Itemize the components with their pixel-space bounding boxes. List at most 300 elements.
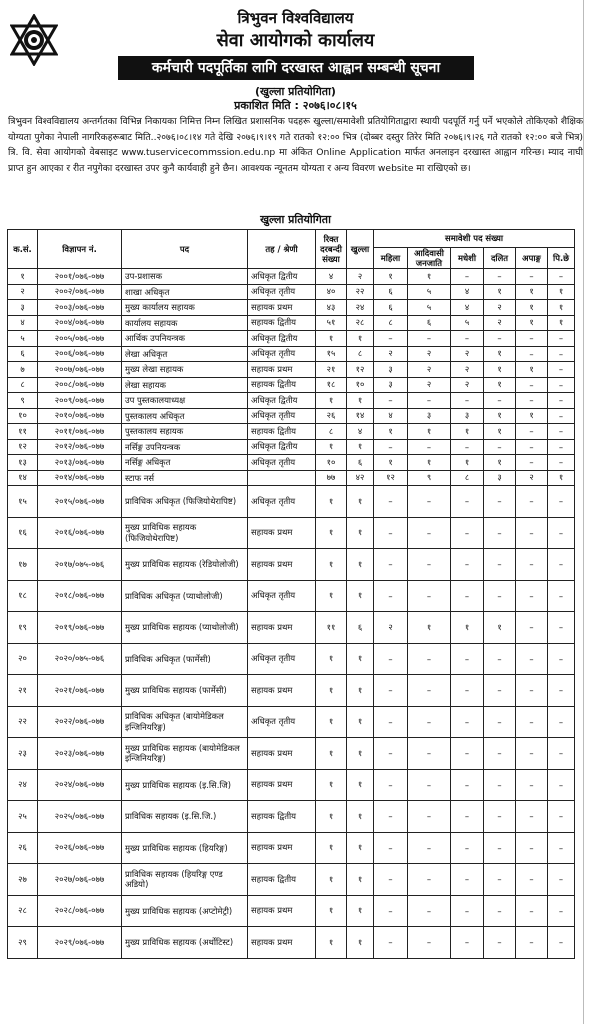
cell-sn: १५ xyxy=(8,486,38,518)
cell-backward: – xyxy=(548,439,575,455)
cell-level: सहायक द्वितीय xyxy=(248,377,316,393)
cell-disabled: – xyxy=(516,331,548,347)
cell-women: १२ xyxy=(374,470,408,486)
cell-madhesi: – xyxy=(451,331,484,347)
cell-janajati: – xyxy=(408,439,451,455)
cell-sn: २८ xyxy=(8,895,38,927)
cell-sn: २५ xyxy=(8,801,38,833)
cell-janajati: ३ xyxy=(408,408,451,424)
cell-janajati: २ xyxy=(408,362,451,378)
cell-sn: १७ xyxy=(8,549,38,581)
cell-ad-no: २०१९/०७६-०७७ xyxy=(38,612,122,644)
cell-backward: – xyxy=(548,424,575,440)
cell-women: १ xyxy=(374,455,408,471)
table-row xyxy=(8,439,575,455)
cell-open: १ xyxy=(347,675,374,707)
cell-madhesi: – xyxy=(451,486,484,518)
cell-ad-no: २०२८/०७६-०७७ xyxy=(38,895,122,927)
cell-post: मुख्य प्राविधिक सहायक (हियरिङ्ग) xyxy=(122,832,248,864)
cell-open: २८ xyxy=(347,315,374,331)
cell-open: २२ xyxy=(347,284,374,300)
cell-janajati: – xyxy=(408,517,451,549)
cell-level: सहायक प्रथम xyxy=(248,300,316,316)
cell-post: प्राविधिक अधिकृत (बायोमेडिकल इन्जिनियरिङ्ग) xyxy=(122,706,248,738)
cell-dalit: – xyxy=(484,895,516,927)
cell-janajati: – xyxy=(408,927,451,959)
col-backward: पि.छे xyxy=(548,248,575,269)
cell-vacant: १ xyxy=(316,643,347,675)
table-row xyxy=(8,612,575,644)
cell-dalit: १ xyxy=(484,284,516,300)
cell-level: सहायक प्रथम xyxy=(248,517,316,549)
cell-open: ४ xyxy=(347,424,374,440)
table-row xyxy=(8,801,575,833)
cell-backward: – xyxy=(548,801,575,833)
cell-madhesi: – xyxy=(451,927,484,959)
cell-ad-no: २०२९/०७६-०७७ xyxy=(38,927,122,959)
cell-disabled: – xyxy=(516,377,548,393)
cell-sn: २१ xyxy=(8,675,38,707)
cell-women: – xyxy=(374,769,408,801)
cell-open: १ xyxy=(347,832,374,864)
table-row xyxy=(8,331,575,347)
page-edge xyxy=(583,0,591,1024)
table-row xyxy=(8,362,575,378)
col-madhesi: मधेशी xyxy=(451,248,484,269)
cell-madhesi: ८ xyxy=(451,470,484,486)
col-sn: क.सं. xyxy=(8,230,38,269)
cell-dalit: – xyxy=(484,331,516,347)
cell-women: ८ xyxy=(374,315,408,331)
cell-backward: – xyxy=(548,643,575,675)
cell-level: अधिकृत तृतीय xyxy=(248,408,316,424)
cell-ad-no: २००६/०७६-०७७ xyxy=(38,346,122,362)
cell-disabled: – xyxy=(516,864,548,896)
cell-ad-no: २०१७/०७५-०७६ xyxy=(38,549,122,581)
cell-disabled: १ xyxy=(516,315,548,331)
cell-level: सहायक प्रथम xyxy=(248,362,316,378)
cell-disabled: – xyxy=(516,269,548,285)
cell-ad-no: २०१३/०७६-०७७ xyxy=(38,455,122,471)
cell-level: सहायक प्रथम xyxy=(248,895,316,927)
cell-disabled: – xyxy=(516,738,548,770)
cell-dalit: १ xyxy=(484,424,516,440)
cell-open: १ xyxy=(347,331,374,347)
cell-janajati: ५ xyxy=(408,284,451,300)
cell-open: १ xyxy=(347,486,374,518)
cell-disabled: – xyxy=(516,549,548,581)
cell-backward: – xyxy=(548,331,575,347)
cell-level: अधिकृत तृतीय xyxy=(248,580,316,612)
cell-open: १० xyxy=(347,377,374,393)
cell-backward: – xyxy=(548,675,575,707)
cell-backward: – xyxy=(548,455,575,471)
table-row xyxy=(8,864,575,896)
cell-vacant: ४३ xyxy=(316,300,347,316)
cell-dalit: – xyxy=(484,269,516,285)
cell-vacant: २६ xyxy=(316,408,347,424)
cell-post: प्राविधिक अधिकृत (फार्मेसी) xyxy=(122,643,248,675)
cell-backward: – xyxy=(548,580,575,612)
cell-disabled: – xyxy=(516,393,548,409)
col-women: महिला xyxy=(374,248,408,269)
cell-vacant: १ xyxy=(316,801,347,833)
cell-vacant: १ xyxy=(316,895,347,927)
cell-dalit: १ xyxy=(484,455,516,471)
cell-vacant: १ xyxy=(316,864,347,896)
cell-level: सहायक प्रथम xyxy=(248,832,316,864)
cell-backward: – xyxy=(548,362,575,378)
cell-dalit: – xyxy=(484,927,516,959)
cell-vacant: १ xyxy=(316,439,347,455)
cell-madhesi: – xyxy=(451,738,484,770)
cell-backward: १ xyxy=(548,300,575,316)
cell-sn: ११ xyxy=(8,424,38,440)
cell-madhesi: – xyxy=(451,706,484,738)
cell-disabled: २ xyxy=(516,470,548,486)
cell-women: १ xyxy=(374,424,408,440)
cell-backward: – xyxy=(548,927,575,959)
cell-sn: १० xyxy=(8,408,38,424)
cell-level: सहायक प्रथम xyxy=(248,612,316,644)
table-row xyxy=(8,315,575,331)
cell-backward: १ xyxy=(548,470,575,486)
cell-janajati: – xyxy=(408,738,451,770)
cell-madhesi: ४ xyxy=(451,284,484,300)
cell-post: स्टाफ नर्स xyxy=(122,470,248,486)
cell-dalit: १ xyxy=(484,362,516,378)
col-level: तह / श्रेणी xyxy=(248,230,316,269)
table-row xyxy=(8,706,575,738)
cell-level: अधिकृत द्वितीय xyxy=(248,393,316,409)
cell-dalit: – xyxy=(484,832,516,864)
cell-sn: २० xyxy=(8,643,38,675)
cell-backward: – xyxy=(548,486,575,518)
cell-ad-no: २००४/०७६-०७७ xyxy=(38,315,122,331)
cell-ad-no: २०२५/०७६-०७७ xyxy=(38,801,122,833)
cell-post: प्राविधिक सहायक (हियरिङ्ग एण्ड अडियो) xyxy=(122,864,248,896)
table-row xyxy=(8,580,575,612)
cell-madhesi: – xyxy=(451,643,484,675)
cell-level: सहायक प्रथम xyxy=(248,549,316,581)
cell-backward: १ xyxy=(548,315,575,331)
table-title: खुल्ला प्रतियोगिता xyxy=(260,213,331,226)
cell-madhesi: – xyxy=(451,439,484,455)
cell-vacant: १ xyxy=(316,927,347,959)
cell-sn: १ xyxy=(8,269,38,285)
cell-post: आर्थिक उपनियन्त्रक xyxy=(122,331,248,347)
cell-ad-no: २००५/०७६-०७७ xyxy=(38,331,122,347)
cell-madhesi: – xyxy=(451,801,484,833)
cell-vacant: ७७ xyxy=(316,470,347,486)
cell-post: लेखा अधिकृत xyxy=(122,346,248,362)
cell-disabled: १ xyxy=(516,284,548,300)
cell-vacant: १ xyxy=(316,393,347,409)
cell-level: सहायक द्वितीय xyxy=(248,864,316,896)
cell-post: प्राविधिक अधिकृत (फिजियोथेरापिष्ट) xyxy=(122,486,248,518)
cell-post: शाखा अधिकृत xyxy=(122,284,248,300)
cell-ad-no: २०१२/०७६-०७७ xyxy=(38,439,122,455)
table-row xyxy=(8,643,575,675)
cell-dalit: – xyxy=(484,801,516,833)
col-open: खुल्ला xyxy=(347,230,374,269)
cell-dalit: ३ xyxy=(484,470,516,486)
cell-open: १ xyxy=(347,895,374,927)
col-ad-no: विज्ञापन नं. xyxy=(38,230,122,269)
cell-vacant: १ xyxy=(316,486,347,518)
cell-post: लेखा सहायक xyxy=(122,377,248,393)
col-dalit: दलित xyxy=(484,248,516,269)
cell-sn: २३ xyxy=(8,738,38,770)
cell-janajati: – xyxy=(408,801,451,833)
cell-dalit: – xyxy=(484,549,516,581)
cell-sn: १४ xyxy=(8,470,38,486)
cell-janajati: ६ xyxy=(408,315,451,331)
cell-ad-no: २००७/०७६-०७७ xyxy=(38,362,122,378)
cell-madhesi: – xyxy=(451,675,484,707)
cell-disabled: १ xyxy=(516,362,548,378)
cell-level: अधिकृत द्वितीय xyxy=(248,331,316,347)
cell-level: सहायक द्वितीय xyxy=(248,424,316,440)
cell-level: सहायक द्वितीय xyxy=(248,315,316,331)
cell-vacant: १ xyxy=(316,331,347,347)
cell-level xyxy=(248,470,316,486)
cell-disabled: १ xyxy=(516,300,548,316)
cell-vacant: १ xyxy=(316,517,347,549)
cell-disabled: – xyxy=(516,801,548,833)
cell-open: १ xyxy=(347,549,374,581)
cell-women: – xyxy=(374,832,408,864)
cell-open: १ xyxy=(347,439,374,455)
cell-level: सहायक प्रथम xyxy=(248,675,316,707)
cell-madhesi: १ xyxy=(451,424,484,440)
cell-women: – xyxy=(374,706,408,738)
cell-vacant: २१ xyxy=(316,362,347,378)
cell-madhesi: २ xyxy=(451,377,484,393)
cell-level: सहायक प्रथम xyxy=(248,769,316,801)
cell-dalit: – xyxy=(484,393,516,409)
cell-madhesi: – xyxy=(451,895,484,927)
cell-janajati: २ xyxy=(408,346,451,362)
open-competition-label: (खुल्ला प्रतियोगिता) xyxy=(255,85,336,98)
cell-janajati: – xyxy=(408,675,451,707)
cell-vacant: १ xyxy=(316,832,347,864)
cell-open: १ xyxy=(347,393,374,409)
cell-disabled: – xyxy=(516,580,548,612)
cell-dalit: – xyxy=(484,769,516,801)
cell-vacant: १ xyxy=(316,738,347,770)
cell-backward: – xyxy=(548,377,575,393)
cell-level: अधिकृत तृतीय xyxy=(248,706,316,738)
cell-vacant: ८ xyxy=(316,424,347,440)
cell-ad-no: २००१/०७६-०७७ xyxy=(38,269,122,285)
col-janajati: आदिवासी जनजाति xyxy=(408,248,451,269)
table-row xyxy=(8,895,575,927)
cell-vacant: ५१ xyxy=(316,315,347,331)
cell-sn: १३ xyxy=(8,455,38,471)
cell-level: अधिकृत द्वितीय xyxy=(248,269,316,285)
table-row xyxy=(8,455,575,471)
cell-disabled: – xyxy=(516,675,548,707)
cell-post: प्राविधिक सहायक (इ.सि.जि.) xyxy=(122,801,248,833)
cell-sn: ९ xyxy=(8,393,38,409)
cell-ad-no: २०१५/०७६-०७७ xyxy=(38,486,122,518)
cell-vacant: १८ xyxy=(316,377,347,393)
cell-post: मुख्य प्राविधिक सहायक (फार्मेसी) xyxy=(122,675,248,707)
cell-ad-no: २०१८/०७६-०७७ xyxy=(38,580,122,612)
cell-janajati: १ xyxy=(408,612,451,644)
cell-sn: ४ xyxy=(8,315,38,331)
cell-janajati: – xyxy=(408,549,451,581)
cell-sn: १६ xyxy=(8,517,38,549)
cell-vacant: १० xyxy=(316,455,347,471)
cell-women: – xyxy=(374,517,408,549)
cell-women: १ xyxy=(374,269,408,285)
cell-madhesi: – xyxy=(451,269,484,285)
cell-dalit: – xyxy=(484,580,516,612)
cell-disabled: – xyxy=(516,927,548,959)
cell-ad-no: २०१४/०७६-०७७ xyxy=(38,470,122,486)
col-vacant: रिक्त दरबन्दी संख्या xyxy=(316,230,347,269)
cell-dalit: १ xyxy=(484,377,516,393)
cell-level: अधिकृत तृतीय xyxy=(248,346,316,362)
cell-madhesi: २ xyxy=(451,362,484,378)
cell-open: १ xyxy=(347,801,374,833)
cell-janajati: १ xyxy=(408,455,451,471)
cell-vacant: ४ xyxy=(316,269,347,285)
cell-women: – xyxy=(374,580,408,612)
cell-post: मुख्य लेखा सहायक xyxy=(122,362,248,378)
cell-women: ६ xyxy=(374,284,408,300)
cell-dalit: – xyxy=(484,643,516,675)
university-name: त्रिभुवन विश्वविद्यालय xyxy=(237,9,354,27)
cell-sn: ७ xyxy=(8,362,38,378)
cell-level: अधिकृत द्वितीय xyxy=(248,439,316,455)
cell-sn: ५ xyxy=(8,331,38,347)
cell-level: सहायक प्रथम xyxy=(248,927,316,959)
cell-open: ८ xyxy=(347,346,374,362)
cell-dalit: – xyxy=(484,439,516,455)
cell-open: ६ xyxy=(347,612,374,644)
table-row xyxy=(8,393,575,409)
cell-post: मुख्य प्राविधिक सहायक (इ.सि.जि) xyxy=(122,769,248,801)
cell-madhesi: ३ xyxy=(451,408,484,424)
cell-open: ४२ xyxy=(347,470,374,486)
cell-dalit: १ xyxy=(484,346,516,362)
cell-vacant: १ xyxy=(316,675,347,707)
col-inclusive: समावेशी पद संख्या xyxy=(374,230,575,248)
cell-open: २४ xyxy=(347,300,374,316)
col-post: पद xyxy=(122,230,248,269)
cell-madhesi: – xyxy=(451,864,484,896)
cell-janajati: ९ xyxy=(408,470,451,486)
cell-janajati: – xyxy=(408,895,451,927)
cell-ad-no: २००३/०७६-०७७ xyxy=(38,300,122,316)
cell-sn: २६ xyxy=(8,832,38,864)
cell-level: अधिकृत तृतीय xyxy=(248,486,316,518)
cell-madhesi: १ xyxy=(451,612,484,644)
cell-vacant: ११ xyxy=(316,612,347,644)
cell-open: १४ xyxy=(347,408,374,424)
cell-open: १ xyxy=(347,580,374,612)
cell-backward: – xyxy=(548,769,575,801)
intro-paragraph: त्रिभुवन विश्वविद्यालय अन्तर्गतका विभिन्न निकायका निमित्त निम्न लिखित प्रशासनिक पदहरू खुल्ला/समावेशी प्रतियोगिताद्वारा स्थायी पदपूर्ति गर्नु पर्ने भएकोले तोकिएको शैक्षिक योग्यता पुगेका नेपाली नागरिकहरूबाट मिति..२०७६।०८।१४ गते देखि २०७६।९।१९ गते रातको १२:०० भित्र (दोब्बर दस्तुर तिरेर मिति २०७६।९।२६ गते रातको १२:०० बजे भित्र) त्रि. वि. सेवा आयोगको वेबसाइट www.tuservicecommssion.edu.np मा अंकित Online Application मार्फत अनलाइन दरखास्त आह्वान गरिन्छ। म्याद नाघी प्राप्त हुन आएका र रीत नपुगेका दरखास्त उपर कुनै कार्यवाही हुने छैन। आवश्यक न्यूनतम योग्यता र अन्य विवरण website मा राखिएको छ। xyxy=(8,116,583,174)
cell-janajati: – xyxy=(408,580,451,612)
cell-open: १२ xyxy=(347,362,374,378)
cell-post: पुस्तकालय सहायक xyxy=(122,424,248,440)
table-row xyxy=(8,517,575,549)
table-row xyxy=(8,284,575,300)
cell-level: अधिकृत तृतीय xyxy=(248,284,316,300)
table-row xyxy=(8,832,575,864)
cell-women: – xyxy=(374,738,408,770)
cell-level: अधिकृत तृतीय xyxy=(248,455,316,471)
office-name: सेवा आयोगको कार्यालय xyxy=(216,30,375,51)
cell-vacant: १ xyxy=(316,549,347,581)
cell-ad-no: २०२२/०७६-०७७ xyxy=(38,706,122,738)
cell-women: – xyxy=(374,643,408,675)
published-date: प्रकाशित मिति : २०७६।०८।१५ xyxy=(234,99,357,112)
cell-backward: – xyxy=(548,269,575,285)
cell-ad-no: २०२७/०७६-०७७ xyxy=(38,864,122,896)
cell-backward: – xyxy=(548,549,575,581)
cell-open: १ xyxy=(347,643,374,675)
cell-women: – xyxy=(374,549,408,581)
cell-sn: २७ xyxy=(8,864,38,896)
cell-vacant: १ xyxy=(316,706,347,738)
cell-ad-no: २००८/०७६-०७७ xyxy=(38,377,122,393)
cell-madhesi: – xyxy=(451,832,484,864)
table-row xyxy=(8,377,575,393)
cell-dalit: १ xyxy=(484,612,516,644)
cell-backward: – xyxy=(548,393,575,409)
cell-women: ३ xyxy=(374,362,408,378)
cell-women: – xyxy=(374,331,408,347)
cell-madhesi: ४ xyxy=(451,300,484,316)
cell-post: मुख्य प्राविधिक सहायक (अप्टोमेट्री) xyxy=(122,895,248,927)
cell-women: – xyxy=(374,895,408,927)
table-row xyxy=(8,927,575,959)
cell-backward: – xyxy=(548,408,575,424)
table-row xyxy=(8,408,575,424)
cell-post: मुख्य प्राविधिक सहायक (प्याथोलोजी) xyxy=(122,612,248,644)
cell-women: ६ xyxy=(374,300,408,316)
cell-backward: – xyxy=(548,864,575,896)
cell-post: मुख्य प्राविधिक सहायक (फिजियोथेरापिष्ट) xyxy=(122,517,248,549)
cell-ad-no: २०२४/०७६-०७७ xyxy=(38,769,122,801)
cell-post: मुख्य प्राविधिक सहायक (रेडियोलोजी) xyxy=(122,549,248,581)
cell-janajati: १ xyxy=(408,269,451,285)
cell-dalit: १ xyxy=(484,408,516,424)
table-body xyxy=(8,269,575,959)
cell-backward: – xyxy=(548,706,575,738)
cell-sn: २९ xyxy=(8,927,38,959)
cell-ad-no: २०११/०७६-०७७ xyxy=(38,424,122,440)
cell-vacant: १ xyxy=(316,769,347,801)
cell-dalit: – xyxy=(484,864,516,896)
cell-backward: – xyxy=(548,738,575,770)
cell-women: – xyxy=(374,675,408,707)
cell-sn: ६ xyxy=(8,346,38,362)
cell-janajati: २ xyxy=(408,377,451,393)
cell-post: पुस्तकालय अधिकृत xyxy=(122,408,248,424)
cell-madhesi: ५ xyxy=(451,315,484,331)
cell-disabled: १ xyxy=(516,408,548,424)
cell-ad-no: २०२३/०७६-०७७ xyxy=(38,738,122,770)
table-row xyxy=(8,470,575,486)
cell-open: १ xyxy=(347,927,374,959)
cell-sn: ३ xyxy=(8,300,38,316)
